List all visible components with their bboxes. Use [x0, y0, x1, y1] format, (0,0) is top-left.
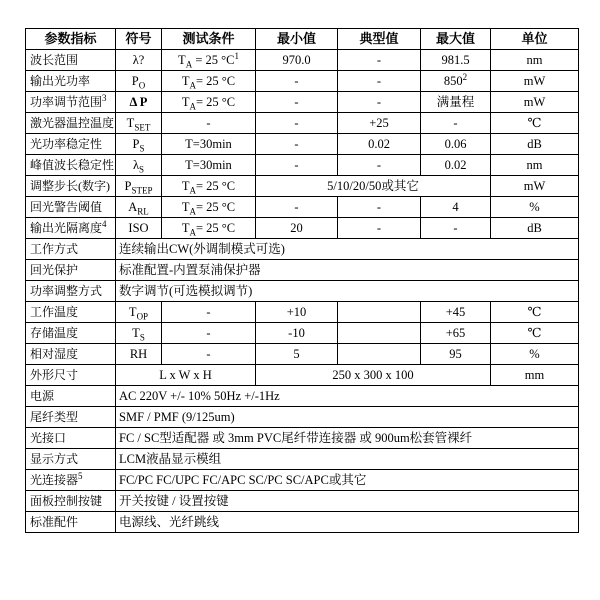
value-cell: -: [338, 92, 421, 113]
value-cell: -: [256, 71, 338, 92]
param-name-cell: 标准配件: [26, 512, 116, 533]
value-cell: [338, 302, 421, 323]
value-cell: 0.02: [338, 134, 421, 155]
param-name-cell: 功率调整方式: [26, 281, 116, 302]
column-header: 符号: [116, 29, 162, 50]
column-header: 单位: [491, 29, 579, 50]
value-cell: 20: [256, 218, 338, 239]
value-cell: $T_A= 25$ °C: [162, 92, 256, 113]
param-name-cell: 工作温度: [26, 302, 116, 323]
table-row: [26, 50, 579, 71]
value-cell: +65: [421, 323, 491, 344]
value-cell: -: [338, 50, 421, 71]
table-row: [26, 449, 579, 470]
table-row: [26, 323, 579, 344]
value-cell: $T_A= 25$ °C: [162, 71, 256, 92]
value-cell: ISO: [116, 218, 162, 239]
value-cell: -: [421, 113, 491, 134]
param-name-cell: 电源: [26, 386, 116, 407]
value-cell: mm: [491, 365, 579, 386]
param-name-cell: 调整步长(数字): [26, 176, 116, 197]
value-cell: -: [256, 155, 338, 176]
value-cell: $T_S$: [116, 323, 162, 344]
param-name-cell: 功率调节范围$^3$: [26, 92, 116, 113]
value-cell: ℃: [491, 302, 579, 323]
value-cell: -: [162, 344, 256, 365]
value-cell: -: [256, 92, 338, 113]
value-cell: ℃: [491, 323, 579, 344]
table-row: [26, 344, 579, 365]
value-cell: $T_A = 25$ $^\circ C^1$: [162, 50, 256, 71]
value-cell: -10: [256, 323, 338, 344]
value-cell: 数字调节(可选模拟调节): [116, 281, 579, 302]
value-cell: [338, 344, 421, 365]
value-cell: AC 220V +/- 10% 50Hz +/-1Hz: [116, 386, 579, 407]
spec-table-body: [26, 50, 579, 533]
table-row: [26, 512, 579, 533]
value-cell: -: [256, 197, 338, 218]
value-cell: -: [256, 113, 338, 134]
table-row: [26, 239, 579, 260]
value-cell: -: [338, 197, 421, 218]
value-cell: -: [162, 113, 256, 134]
value-cell: ℃: [491, 113, 579, 134]
value-cell: λ?: [116, 50, 162, 71]
table-row: [26, 113, 579, 134]
value-cell: $T_A= 25$ °C: [162, 197, 256, 218]
value-cell: $\lambda_S$: [116, 155, 162, 176]
value-cell: +25: [338, 113, 421, 134]
value-cell: nm: [491, 50, 579, 71]
value-cell: [338, 323, 421, 344]
value-cell: mW: [491, 176, 579, 197]
param-name-cell: 输出光功率: [26, 71, 116, 92]
value-cell: 5/10/20/50或其它: [256, 176, 491, 197]
value-cell: 981.5: [421, 50, 491, 71]
value-cell: $T_{OP}$: [116, 302, 162, 323]
value-cell: -: [338, 218, 421, 239]
param-name-cell: 激光器温控温度: [26, 113, 116, 134]
value-cell: $A_{RL}$: [116, 197, 162, 218]
param-name-cell: 存储温度: [26, 323, 116, 344]
value-cell: -: [338, 155, 421, 176]
value-cell: -: [256, 134, 338, 155]
value-cell: dB: [491, 218, 579, 239]
param-name-cell: 回光警告阈值: [26, 197, 116, 218]
param-name-cell: 波长范围: [26, 50, 116, 71]
value-cell: $T_{SET}$: [116, 113, 162, 134]
table-row: [26, 281, 579, 302]
value-cell: FC/PC FC/UPC FC/APC SC/PC SC/APC或其它: [116, 470, 579, 491]
value-cell: $P_O$: [116, 71, 162, 92]
value-cell: $T_A= 25$ °C: [162, 218, 256, 239]
value-cell: -: [338, 71, 421, 92]
table-row: [26, 218, 579, 239]
param-name-cell: 峰值波长稳定性: [26, 155, 116, 176]
column-header: 测试条件: [162, 29, 256, 50]
column-header: 最大值: [421, 29, 491, 50]
column-header: 参数指标: [26, 29, 116, 50]
value-cell: 250 x 300 x 100: [256, 365, 491, 386]
value-cell: mW: [491, 92, 579, 113]
param-name-cell: 回光保护: [26, 260, 116, 281]
value-cell: +45: [421, 302, 491, 323]
table-row: [26, 260, 579, 281]
value-cell: $T_A= 25$ °C: [162, 176, 256, 197]
value-cell: 电源线、光纤跳线: [116, 512, 579, 533]
value-cell: %: [491, 197, 579, 218]
value-cell: +10: [256, 302, 338, 323]
value-cell: 95: [421, 344, 491, 365]
table-row: [26, 197, 579, 218]
value-cell: RH: [116, 344, 162, 365]
column-header: 典型值: [338, 29, 421, 50]
value-cell: mW: [491, 71, 579, 92]
table-row: [26, 92, 579, 113]
value-cell: T=30min: [162, 134, 256, 155]
spec-table-header: [26, 29, 579, 50]
param-name-cell: 光连接器$^5$: [26, 470, 116, 491]
value-cell: $850^2$: [421, 71, 491, 92]
value-cell: nm: [491, 155, 579, 176]
value-cell: dB: [491, 134, 579, 155]
value-cell: L x W x H: [116, 365, 256, 386]
value-cell: LCM液晶显示模组: [116, 449, 579, 470]
value-cell: FC / SC型适配器 或 3mm PVC尾纤带连接器 或 900um松套管裸纤: [116, 428, 579, 449]
param-name-cell: 相对湿度: [26, 344, 116, 365]
value-cell: Δ P: [116, 92, 162, 113]
param-name-cell: 显示方式: [26, 449, 116, 470]
table-row: [26, 302, 579, 323]
value-cell: 标准配置-内置泵浦保护器: [116, 260, 579, 281]
value-cell: $P_S$: [116, 134, 162, 155]
table-row: [26, 407, 579, 428]
value-cell: %: [491, 344, 579, 365]
value-cell: 970.0: [256, 50, 338, 71]
column-header: 最小值: [256, 29, 338, 50]
value-cell: -: [421, 218, 491, 239]
table-row: [26, 134, 579, 155]
header-row: [26, 29, 579, 50]
param-name-cell: 尾纤类型: [26, 407, 116, 428]
value-cell: $P_{STEP}$: [116, 176, 162, 197]
value-cell: 连续输出CW(外调制模式可选): [116, 239, 579, 260]
table-row: [26, 491, 579, 512]
param-name-cell: 工作方式: [26, 239, 116, 260]
table-row: [26, 386, 579, 407]
param-name-cell: 光接口: [26, 428, 116, 449]
spec-table: [25, 28, 579, 533]
value-cell: 4: [421, 197, 491, 218]
table-row: [26, 176, 579, 197]
param-name-cell: 输出光隔离度$^4$: [26, 218, 116, 239]
value-cell: SMF / PMF (9/125um): [116, 407, 579, 428]
table-row: [26, 365, 579, 386]
param-name-cell: 外形尺寸: [26, 365, 116, 386]
value-cell: 5: [256, 344, 338, 365]
value-cell: -: [162, 323, 256, 344]
value-cell: 开关按键 / 设置按键: [116, 491, 579, 512]
param-name-cell: 光功率稳定性: [26, 134, 116, 155]
param-name-cell: 面板控制按键: [26, 491, 116, 512]
table-row: [26, 428, 579, 449]
table-row: [26, 71, 579, 92]
value-cell: 0.06: [421, 134, 491, 155]
value-cell: T=30min: [162, 155, 256, 176]
table-row: [26, 155, 579, 176]
value-cell: -: [162, 302, 256, 323]
value-cell: 满量程: [421, 92, 491, 113]
value-cell: 0.02: [421, 155, 491, 176]
table-row: [26, 470, 579, 491]
